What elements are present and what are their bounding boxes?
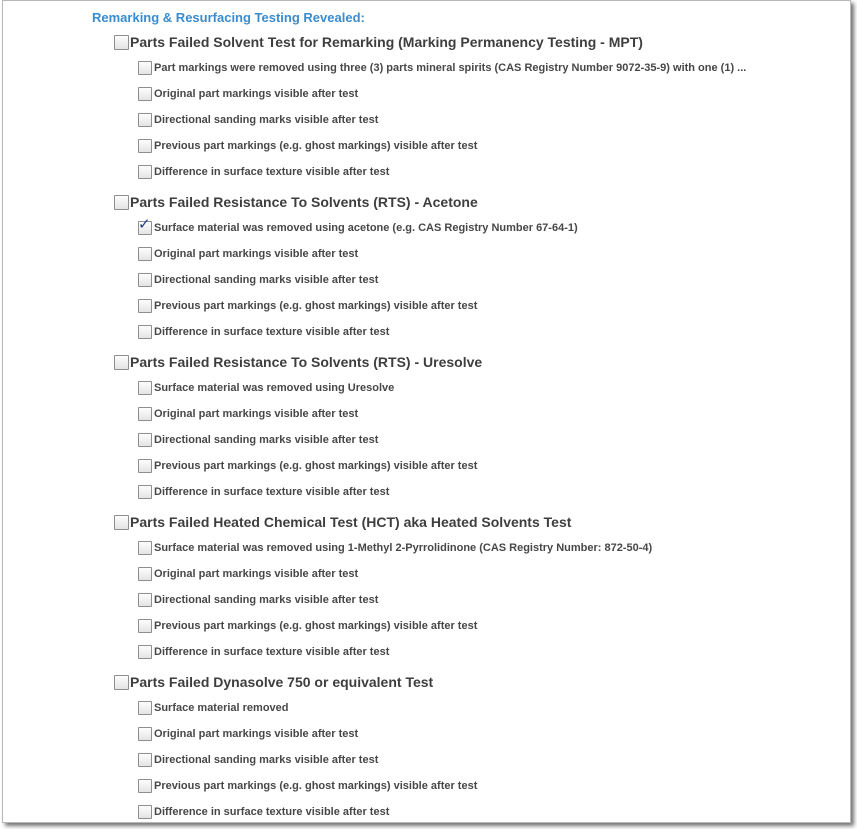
- sub-item-label: Previous part markings (e.g. ghost markings) visible after test: [154, 140, 478, 152]
- section-checkbox[interactable]: [114, 195, 129, 210]
- sub-item-checkbox-row[interactable]: [138, 381, 394, 395]
- sub-item-label: Original part markings visible after test: [154, 568, 359, 580]
- checkbox[interactable]: [138, 727, 152, 741]
- checkbox[interactable]: [138, 407, 152, 421]
- checkbox[interactable]: [138, 165, 152, 179]
- checkbox[interactable]: [138, 701, 152, 715]
- checkbox[interactable]: [138, 325, 152, 339]
- sub-item-checkbox-row[interactable]: [138, 459, 477, 473]
- checkbox[interactable]: [138, 805, 152, 819]
- section-checkbox[interactable]: [114, 675, 129, 690]
- sub-item-label: Surface material was removed using 1-Methyl 2-Pyrrolidinone (CAS Registry Number: 872-50-4): [154, 542, 653, 554]
- form-panel: [2, 0, 851, 823]
- checkbox[interactable]: [138, 433, 152, 447]
- sub-item-label: Previous part markings (e.g. ghost markings) visible after test: [154, 460, 478, 472]
- sub-item-label: Surface material was removed using acetone (e.g. CAS Registry Number 67-64-1): [154, 222, 578, 234]
- section-checkbox-row[interactable]: [114, 514, 571, 530]
- sub-item-checkbox-row[interactable]: [138, 87, 358, 101]
- sub-item-label: Difference in surface texture visible after test: [154, 486, 390, 498]
- checkbox[interactable]: [138, 381, 152, 395]
- sub-item-label: Original part markings visible after test: [154, 408, 359, 420]
- checkbox[interactable]: [138, 299, 152, 313]
- sub-item-label: Part markings were removed using three (3) parts mineral spirits (CAS Registry Number 9072-35-9) with one (1) ...: [154, 62, 747, 74]
- checkmark-icon: ✓: [138, 216, 151, 233]
- section-checkbox-row[interactable]: [114, 674, 433, 690]
- checkbox[interactable]: [138, 247, 152, 261]
- sub-item-checkbox-row[interactable]: [138, 701, 289, 715]
- sub-item-label: Original part markings visible after test: [154, 248, 359, 260]
- sub-item-checkbox-row[interactable]: [138, 619, 477, 633]
- section-checkbox-row[interactable]: [114, 354, 482, 370]
- sub-item-label: Difference in surface texture visible after test: [154, 646, 390, 658]
- section-label: Parts Failed Dynasolve 750 or equivalent Test: [130, 674, 434, 690]
- sub-item-checkbox-row[interactable]: [138, 407, 358, 421]
- checkbox[interactable]: [138, 779, 152, 793]
- sub-item-label: Previous part markings (e.g. ghost markings) visible after test: [154, 620, 478, 632]
- section-label: Parts Failed Heated Chemical Test (HCT) aka Heated Solvents Test: [130, 514, 572, 530]
- sub-item-label: Directional sanding marks visible after test: [154, 274, 379, 286]
- section-heading: Remarking & Resurfacing Testing Revealed:: [92, 10, 365, 25]
- section-label: Parts Failed Resistance To Solvents (RTS) - Acetone: [130, 194, 478, 210]
- section-checkbox[interactable]: [114, 35, 129, 50]
- sub-item-checkbox-row[interactable]: [138, 325, 389, 339]
- sub-item-checkbox-row[interactable]: [138, 645, 389, 659]
- sub-item-checkbox-row[interactable]: [138, 779, 477, 793]
- sub-item-checkbox-row[interactable]: [138, 541, 652, 555]
- sub-item-label: Difference in surface texture visible after test: [154, 166, 390, 178]
- sub-item-checkbox-row[interactable]: [138, 299, 477, 313]
- sub-item-label: Previous part markings (e.g. ghost markings) visible after test: [154, 780, 478, 792]
- sub-item-label: Directional sanding marks visible after test: [154, 594, 379, 606]
- checkbox[interactable]: [138, 619, 152, 633]
- checkbox-checked[interactable]: [138, 216, 152, 235]
- sub-item-checkbox-row[interactable]: [138, 216, 578, 235]
- sub-item-label: Original part markings visible after test: [154, 88, 359, 100]
- sub-item-checkbox-row[interactable]: [138, 753, 378, 767]
- sub-item-label: Original part markings visible after test: [154, 728, 359, 740]
- sub-item-checkbox-row[interactable]: [138, 727, 358, 741]
- sub-item-label: Difference in surface texture visible after test: [154, 326, 390, 338]
- section-label: Parts Failed Solvent Test for Remarking (Marking Permanency Testing - MPT): [130, 34, 643, 50]
- sub-item-checkbox-row[interactable]: [138, 247, 358, 261]
- sub-item-checkbox-row[interactable]: [138, 61, 746, 75]
- sub-item-checkbox-row[interactable]: [138, 485, 389, 499]
- checkbox[interactable]: [138, 593, 152, 607]
- checkbox[interactable]: [138, 87, 152, 101]
- sub-item-label: Difference in surface texture visible after test: [154, 806, 390, 818]
- sub-item-label: Surface material was removed using Uresolve: [154, 382, 395, 394]
- sub-item-label: Surface material removed: [154, 702, 289, 714]
- sub-item-label: Previous part markings (e.g. ghost markings) visible after test: [154, 300, 478, 312]
- section-checkbox[interactable]: [114, 515, 129, 530]
- checkbox[interactable]: [138, 541, 152, 555]
- sub-item-checkbox-row[interactable]: [138, 113, 378, 127]
- section-checkbox-row[interactable]: [114, 194, 478, 210]
- checkbox[interactable]: [138, 485, 152, 499]
- checkbox[interactable]: [138, 139, 152, 153]
- sub-item-label: Directional sanding marks visible after test: [154, 434, 379, 446]
- section-checkbox-row[interactable]: [114, 34, 643, 50]
- section-checkbox[interactable]: [114, 355, 129, 370]
- section-label: Parts Failed Resistance To Solvents (RTS) - Uresolve: [130, 354, 483, 370]
- sub-item-checkbox-row[interactable]: [138, 805, 389, 819]
- checkbox[interactable]: [138, 61, 152, 75]
- sub-item-checkbox-row[interactable]: [138, 433, 378, 447]
- sub-item-checkbox-row[interactable]: [138, 593, 378, 607]
- sub-item-checkbox-row[interactable]: [138, 567, 358, 581]
- sub-item-checkbox-row[interactable]: [138, 139, 477, 153]
- sub-item-label: Directional sanding marks visible after test: [154, 114, 379, 126]
- checkbox[interactable]: [138, 113, 152, 127]
- checkbox[interactable]: [138, 645, 152, 659]
- checkbox[interactable]: [138, 273, 152, 287]
- sub-item-label: Directional sanding marks visible after test: [154, 754, 379, 766]
- checkbox[interactable]: [138, 753, 152, 767]
- checkbox[interactable]: [138, 567, 152, 581]
- sub-item-checkbox-row[interactable]: [138, 273, 378, 287]
- sub-item-checkbox-row[interactable]: [138, 165, 389, 179]
- checkbox[interactable]: [138, 459, 152, 473]
